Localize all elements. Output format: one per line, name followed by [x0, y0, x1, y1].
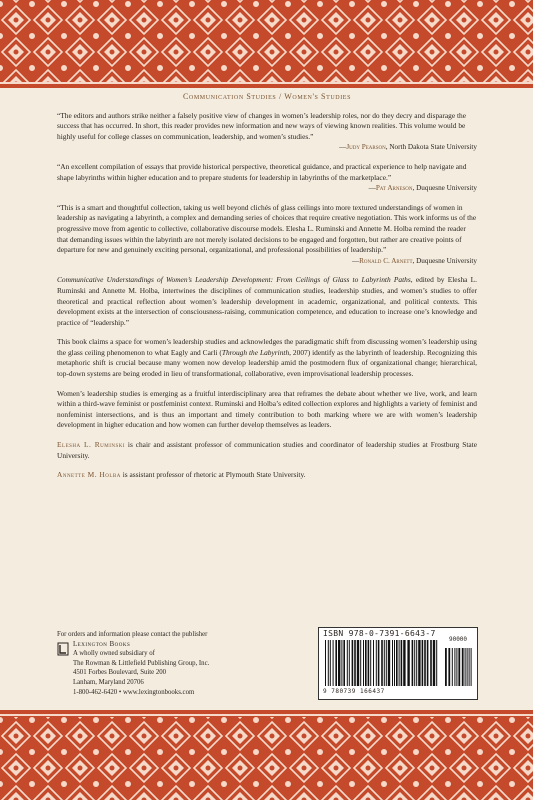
barcode-bar — [360, 640, 361, 686]
barcode-addon-bar — [462, 648, 464, 686]
barcode-bar — [335, 640, 337, 686]
barcode-bar — [424, 640, 426, 686]
barcode-bar — [368, 640, 370, 686]
barcode-bar — [365, 640, 367, 686]
publisher-intro: For orders and information please contact the publisher — [57, 631, 208, 638]
barcode-bar — [433, 640, 435, 686]
barcode-bar — [394, 640, 395, 686]
barcode-bar — [399, 640, 400, 686]
barcode-addon-bar — [452, 648, 453, 686]
barcode-bar — [376, 640, 377, 686]
quote-text: “An excellent compilation of essays that provide historical perspective, theoretical guidance, and practical experience to help navigate and shape labyrinths within higher education and to prepare students for leadership in labyrinths of the marketplace.” — [57, 161, 467, 182]
barcode-digits: 9 780739 166437 — [323, 688, 385, 695]
barcode-bar — [392, 640, 393, 686]
description-paragraph: This book claims a space for women’s leadership studies and acknowledges the paradigmatic shift from discussing women’s leadership using the glass ceiling phenomenon to what Eagly and Carli (Through the Labyrinth, 2007) identify as the labyrinth of leadership. Recognizing this metaphoric shift is crucial because many women now develop leadership amid the postmodern flux of organizational change; hierarchical, top-down systems are being eroded in lieu of transformational, collaborative, even improvisational leadership processes. — [57, 337, 477, 379]
publisher-address — [73, 640, 209, 698]
book-title: Communicative Understandings of Women’s Leadership Development: From Ceilings of Glass to Labyrinth Paths — [57, 275, 411, 285]
endorsement-quote — [57, 203, 477, 267]
barcode-addon-digits: 90000 — [448, 636, 468, 643]
publisher-logo-icon — [57, 642, 69, 656]
author-name: Elesha L. Ruminski — [57, 440, 126, 450]
barcode-bar — [352, 640, 354, 686]
quote-attribution: —Judy Pearson, North Dakota State University — [339, 143, 477, 152]
barcode-bar — [436, 640, 437, 686]
isbn-number: ISBN 978-0-7391-6643-7 — [323, 629, 436, 638]
barcode-addon-bar — [458, 648, 460, 686]
barcode-bar — [401, 640, 403, 686]
author-bio: Annette M. Holba is assistant professor of rhetoric at Plymouth State University. — [57, 470, 306, 480]
barcode-addon-bar — [469, 648, 470, 686]
barcode-bar — [363, 640, 364, 686]
author-name: Annette M. Holba — [57, 470, 121, 480]
publisher-line: A wholly owned subsidiary of — [73, 650, 155, 658]
barcode-bars — [323, 640, 473, 688]
barcode-bar — [343, 640, 345, 686]
endorser-name: Ronald C. Arnett — [359, 256, 413, 265]
endorsement-quote — [57, 162, 477, 194]
barcode-bar — [370, 640, 371, 686]
barcode-bar — [416, 640, 417, 686]
pattern-top — [0, 0, 533, 88]
barcode-bar — [430, 640, 432, 686]
barcode-bar — [378, 640, 380, 686]
barcode-bar — [325, 640, 326, 686]
barcode-bar — [381, 640, 383, 686]
top-decorative-band — [0, 0, 533, 88]
barcode-bar — [422, 640, 424, 686]
barcode-addon-bar — [465, 648, 466, 686]
barcode-bar — [412, 640, 414, 686]
publisher-line: 4501 Forbes Boulevard, Suite 200 — [73, 669, 167, 677]
barcode-bar — [386, 640, 387, 686]
barcode-bar — [388, 640, 390, 686]
author-bio: Elesha L. Ruminski is chair and assistant professor of communication studies and coordinator of leadership studies at Frostburg State University. — [57, 440, 477, 460]
barcode-addon-bar — [454, 648, 455, 686]
barcode-bar — [341, 640, 342, 686]
quote-text: “The editors and authors strike neither a falsely positive view of changes in women’s leadership roles, nor do they decry and disparage the success that has occurred. In short, this reader provides new information and new ways of viewing known realities. This volume would be highly useful for college classes on communication, leadership, and women’s studies.” — [57, 110, 467, 141]
bottom-decorative-band — [0, 710, 533, 800]
barcode-bar — [354, 640, 356, 686]
barcode-bar — [357, 640, 359, 686]
barcode-bar — [338, 640, 340, 686]
publisher-line: 1-800-462-6420 • www.lexingtonbooks.com — [73, 688, 195, 696]
publisher-line: The Rowman & Littlefield Publishing Group, Inc. — [73, 659, 210, 667]
barcode-addon-bar — [467, 648, 468, 686]
barcode-addon-bar — [456, 648, 457, 686]
endorser-name: Pat Arneson — [375, 184, 413, 193]
endorser-name: Judy Pearson — [346, 143, 386, 152]
barcode-bar — [414, 640, 415, 686]
barcode-addon-bar — [448, 648, 450, 686]
barcode-bar — [328, 640, 329, 686]
barcode-bar — [373, 640, 374, 686]
barcode-addon-bar — [445, 648, 447, 686]
publisher-name: Lexington Books — [73, 640, 131, 648]
barcode-bar — [407, 640, 409, 686]
quote-attribution: —Pat Arneson, Duquesne University — [368, 184, 477, 193]
cited-work-title: Through the Labyrinth — [221, 347, 290, 357]
barcode-bar — [396, 640, 398, 686]
barcode-bar — [384, 640, 385, 686]
barcode-bar — [330, 640, 331, 686]
barcode-bar — [333, 640, 334, 686]
barcode-bar — [418, 640, 420, 686]
barcode-addon-bar — [471, 648, 472, 686]
category-header: Communication Studies / Women's Studies — [182, 92, 352, 101]
publisher-line: Lanham, Maryland 20706 — [73, 678, 144, 686]
barcode-bar — [347, 640, 348, 686]
endorsement-quote — [57, 111, 477, 153]
pattern-bottom — [0, 710, 533, 800]
quote-attribution: —Ronald C. Arnett, Duquesne University — [351, 256, 477, 265]
isbn-barcode — [318, 627, 478, 700]
barcode-bar — [427, 640, 429, 686]
description-paragraph: Communicative Understandings of Women’s Leadership Development: From Ceilings of Glass to Labyrinth Paths, edited by Elesha L. Ruminski and Annette M. Holba, intertwines the disciplines of communication studies, leadership studies, and women’s studies to offer theoretical and practical reflection about women’s leadership development in academic, organizational, and political contexts. This development exists at the intersection of consciousness-raising, communication competence, and education to increase one’s knowledge and practice of “leadership.” — [57, 275, 478, 327]
barcode-bar — [349, 640, 350, 686]
quote-text: “This is a smart and thoughtful collection, taking us well beyond clichés of glass ceilings into more textured understandings of women in leadership as navigating a labyrinth, a complex and demanding series of choices that require creative negotiation. This work informs us of the progressive move from agentic to collective, collaborative discourse models. Elesha L. Ruminski and Annette M. Holba remind the reader that demanding issues within the labyrinth are not merely isolated decisions to be engaged and forgotten, but rather are creative points of departure for new and genuinely exciting personal, organizational, and professional possibilities of leadership.” — [57, 202, 477, 255]
barcode-bar — [403, 640, 405, 686]
description-paragraph: Women’s leadership studies is emerging as a fruitful interdisciplinary area that reframes the debate about whether we live, work, and learn within a third-wave feminist or postfeminist context. Ruminski and Holba’s edited collection explores and highlights a variety of feminist and nonfeminist intersections, and is thus an important and timely contribution to both marking where we are with women’s leadership development in higher education and how women can further develop themselves as leaders. — [57, 388, 477, 430]
back-cover-content — [57, 92, 477, 490]
